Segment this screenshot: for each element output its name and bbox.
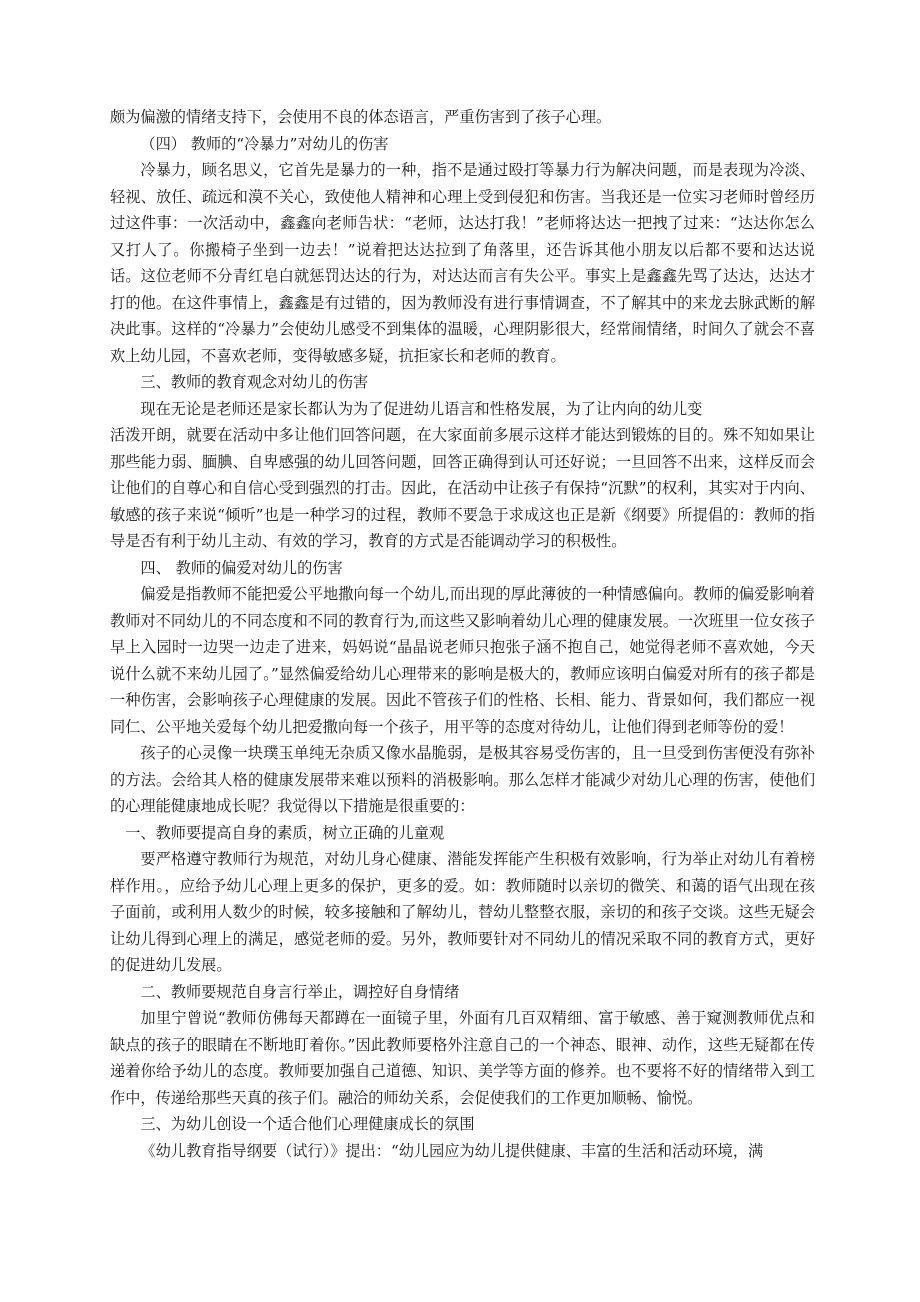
heading-measure-one: 一、教师要提高自身的素质，树立正确的儿童观 bbox=[125, 823, 445, 842]
paragraph-measure-two: 加里宁曾说“教师仿佛每天都蹲在一面镜子里，外面有几百双精细、富于敏感、善于窥测教师优点和缺点的孩子的眼睛在不断地盯着你。”因此教师要格外注意自己的一个神态、眼神、动作，这些无疑都在传递着你给予幼儿的态度。教师要加强自己道德、知识、美学等方面的修养。也不要将不好的情绪带入到工作中，传递给那些天真的孩子们。融洽的师幼关系，会促使我们的工作更加顺畅、愉悦。 bbox=[110, 1009, 815, 1107]
document-page bbox=[110, 104, 815, 1164]
heading-measure-two: 二、教师要规范自身言行举止，调控好自身情绪 bbox=[140, 982, 460, 1001]
paragraph-measure-one: 要严格遵守教师行为规范，对幼儿身心健康、潜能发挥能产生积极有效影响，行为举止对幼儿有着榜样作用。，应给予幼儿心理上更多的保护，更多的爱。如：教师随时以亲切的微笑、和蔼的语气出现在孩子面前，或利用人数少的时候，较多接触和了解幼儿，替幼儿整整衣服，亲切的和孩子交谈。这些无疑会让幼儿得到心理上的满足，感觉老师的爱。另外，教师要针对不同幼儿的情况采取不同的教育方式，更好的促进幼儿发展。 bbox=[110, 850, 815, 974]
heading-favoritism: 四、 教师的偏爱对幼儿的伤害 bbox=[140, 558, 343, 577]
paragraph-favoritism: 偏爱是指教师不能把爱公平地撒向每一个幼儿,而出现的厚此薄彼的一种情感偏向。教师的偏爱影响着教师对不同幼儿的不同态度和不同的教育行为,而这些又影响着幼儿心理的健康发展。一次班里一位女孩子早上入园时一边哭一边走了进来，妈妈说“晶晶说老师只抱张子涵不抱自己，她觉得老师不喜欢她，今天说什么就不来幼儿园了。”显然偏爱给幼儿心理带来的影响是极大的，教师应该明白偏爱对所有的孩子都是一种伤害，会影响孩子心理健康的发展。因此不管孩子们的性格、长相、能力、背景如何，我们都应一视同仁、公平地关爱每个幼儿把爱撒向每一个孩子，用平等的态度对待幼儿，让他们得到老师等份的爱！ bbox=[110, 585, 815, 736]
paragraph-cold-violence: 冷暴力，顾名思义，它首先是暴力的一种，指不是通过殴打等暴力行为解决问题，而是表现为冷淡、轻视、放任、疏远和漠不关心，致使他人精神和心理上受到侵犯和伤害。当我还是一位实习老师时曾经历过这件事：一次活动中，鑫鑫向老师告状：“老师，达达打我！”老师将达达一把拽了过来：“达达你怎么又打人了。你搬椅子坐到一边去！”说着把达达拉到了角落里，还告诉其他小朋友以后都不要和达达说话。这位老师不分青红皂白就惩罚达达的行为，对达达而言有失公平。事实上是鑫鑫先骂了达达，达达才打的他。在这件事情上，鑫鑫是有过错的，因为教师没有进行事情调查，不了解其中的来龙去脉武断的解决此事。这样的“冷暴力”会使幼儿感受不到集体的温暖，心理阴影很大，经常闹情绪，时间久了就会不喜欢上幼儿园，不喜欢老师，变得敏感多疑，抗拒家长和老师的教育。 bbox=[110, 161, 815, 365]
heading-education-concept: 三、教师的教育观念对幼儿的伤害 bbox=[140, 373, 369, 391]
heading-cold-violence: （四） 教师的“冷暴力”对幼儿的伤害 bbox=[140, 134, 389, 153]
paragraph-intro: 颇为偏激的情绪支持下，会使用不良的体态语言，严重伤害到了孩子心理。 bbox=[110, 108, 612, 126]
paragraph-child-heart: 孩子的心灵像一块璞玉单纯无杂质又像水晶脆弱，是极其容易受伤害的，且一旦受到伤害便没有弥补的方法。会给其人格的健康发展带来难以预料的消极影响。那么怎样才能减少对幼儿心理的伤害，使他们的心理能健康地成长呢？我觉得以下措施是很重要的： bbox=[110, 744, 815, 815]
paragraph-education-concept: 活泼开朗，就要在活动中多让他们回答问题，在大家面前多展示这样才能达到锻炼的目的。殊不知如果让那些能力弱、腼腆、自卑感强的幼儿回答问题，回答正确得到认可还好说；一旦回答不出来，这样反而会让他们的自尊心和自信心受到强烈的打击。因此，在活动中让孩子有保持“沉默”的权利，其实对于内向、敏感的孩子来说“倾听”也是一种学习的过程，教师不要急于求成这也正是新《纲要》所提倡的：教师的指导是否有利于幼儿主动、有效的学习，教育的方式是否能调动学习的积极性。 bbox=[110, 426, 815, 550]
paragraph-education-concept-line: 现在无论是老师还是家长都认为为了促进幼儿语言和性格发展，为了让内向的幼儿变 bbox=[140, 399, 703, 418]
paragraph-measure-three: 《幼儿教育指导纲要（试行）》提出：“幼儿园应为幼儿提供健康、丰富的生活和活动环境，满 bbox=[140, 1141, 764, 1160]
heading-measure-three: 三、为幼儿创设一个适合他们心理健康成长的氛围 bbox=[140, 1115, 475, 1133]
